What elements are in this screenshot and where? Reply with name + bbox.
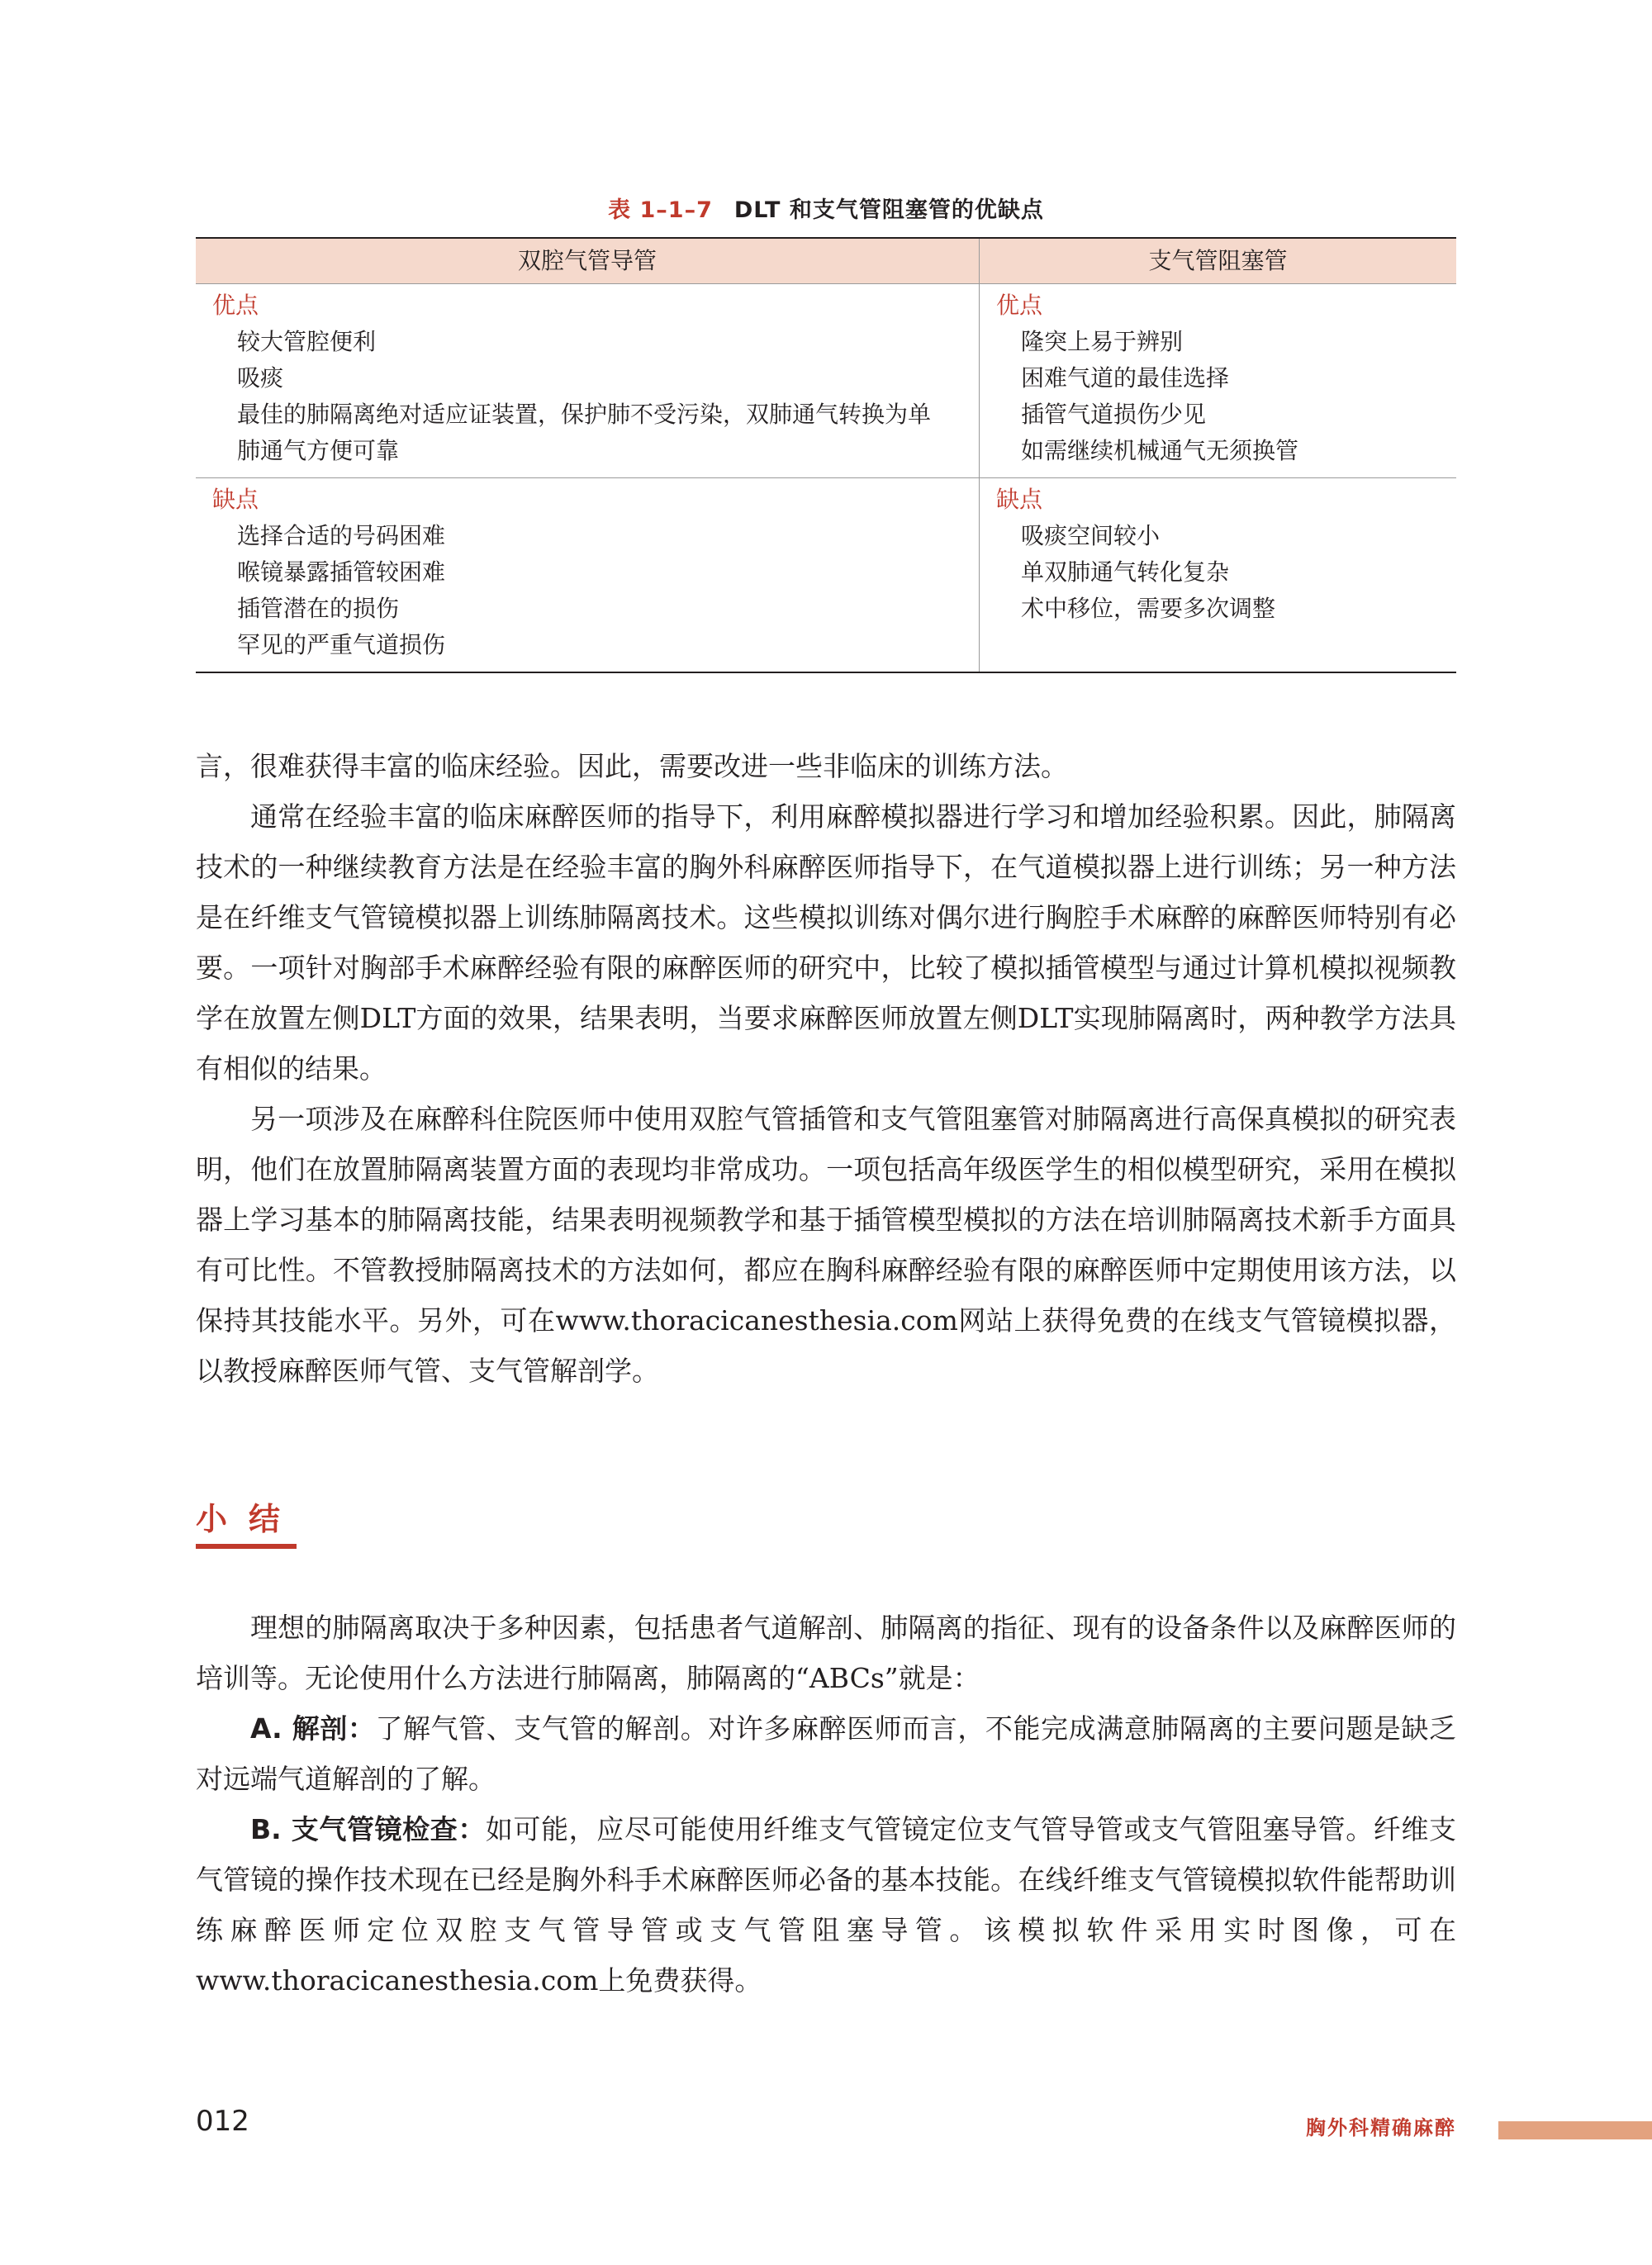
list-item: 如需继续机械通气无须换管 (1021, 437, 1299, 464)
table-cell-blocker-cons (980, 478, 1457, 673)
table-caption-title: DLT 和支气管阻塞管的优缺点 (733, 197, 1044, 223)
list-item: 最佳的肺隔离绝对适应证装置，保护肺不受污染，双肺通气转换为单 (237, 401, 932, 428)
list-item: 隆突上易于辨别 (1021, 328, 1184, 355)
pros-label: 优点 (996, 292, 1043, 319)
table-cell-blocker-pros (980, 284, 1457, 478)
footer-decorative-bar (1498, 2121, 1652, 2139)
table-header-row (196, 238, 1456, 284)
list-item: 困难气道的最佳选择 (1021, 364, 1230, 392)
pros-label: 优点 (212, 292, 259, 319)
cons-label: 缺点 (996, 486, 1043, 513)
summary-paragraphs (196, 1603, 1456, 2006)
paragraph-b (196, 1804, 1456, 2006)
table-row-cons (196, 478, 1456, 673)
cons-label: 缺点 (212, 486, 259, 513)
table-caption (196, 192, 1456, 224)
list-item: 插管潜在的损伤 (237, 595, 400, 622)
dlt-vs-blocker-table (196, 237, 1456, 673)
paragraph: 言，很难获得丰富的临床经验。因此，需要改进一些非临床的训练方法。 (196, 750, 1068, 782)
section-heading-summary: 小结 (196, 1501, 302, 1537)
list-item: 吸痰空间较小 (1021, 522, 1161, 549)
label-a: A. 解剖： (250, 1712, 376, 1745)
paragraph-a (196, 1703, 1456, 1804)
paragraph: 另一项涉及在麻醉科住院医师中使用双腔气管插管和支气管阻塞管对肺隔离进行高保真模拟的研究表明，他们在放置肺隔离装置方面的表现均非常成功。一项包括高年级医学生的相似模型研究，采用在模拟器上学习基本的肺隔离技能，结果表明视频教学和基于插管模型模拟的方法在培训肺隔离技术新手方面具有可比性。不管教授肺隔离技术的方法如何，都应在胸科麻醉经验有限的麻醉医师中定期使用该方法，以保持其技能水平。另外，可在www.thoracicanesthesia.com网站上获得免费的在线支气管镜模拟器，以教授麻醉医师气管、支气管解剖学。 (196, 1103, 1456, 1387)
list-item: 肺通气方便可靠 (237, 437, 400, 464)
section-heading-underline (196, 1544, 297, 1549)
paragraph: 理想的肺隔离取决于多种因素，包括患者气道解剖、肺隔离的指征、现有的设备条件以及麻醉医师的培训等。无论使用什么方法进行肺隔离，肺隔离的“ABCs”就是： (196, 1612, 1456, 1694)
table-cell-dlt-cons (196, 478, 980, 673)
running-footer-title: 胸外科精确麻醉 (1306, 2116, 1456, 2139)
table-header-blocker: 支气管阻塞管 (980, 238, 1457, 284)
label-b: B. 支气管镜检查： (250, 1813, 486, 1845)
text-b: 如可能，应尽可能使用纤维支气管镜定位支气管导管或支气管阻塞导管。纤维支气管镜的操作技术现在已经是胸外科手术麻醉医师必备的基本技能。在线纤维支气管镜模拟软件能帮助训练麻醉医师定位双腔支气管导管或支气管阻塞导管。该模拟软件采用实时图像，可在www.thoracicanesthesia.com上免费获得。 (196, 1813, 1456, 1997)
table-caption-number: 表 1–1–7 (608, 197, 713, 223)
page-number: 012 (196, 2105, 249, 2138)
list-item: 单双肺通气转化复杂 (1021, 558, 1230, 586)
paragraph: 通常在经验丰富的临床麻醉医师的指导下，利用麻醉模拟器进行学习和增加经验积累。因此，肺隔离技术的一种继续教育方法是在经验丰富的胸外科麻醉医师指导下，在气道模拟器上进行训练；另一种方法是在纤维支气管镜模拟器上训练肺隔离技术。这些模拟训练对偶尔进行胸腔手术麻醉的麻醉医师特别有必要。一项针对胸部手术麻醉经验有限的麻醉医师的研究中，比较了模拟插管模型与通过计算机模拟视频教学在放置左侧DLT方面的效果，结果表明，当要求麻醉医师放置左侧DLT实现肺隔离时，两种教学方法具有相似的结果。 (196, 800, 1456, 1085)
table-cell-dlt-pros (196, 284, 980, 478)
list-item: 喉镜暴露插管较困难 (237, 558, 446, 586)
list-item: 选择合适的号码困难 (237, 522, 446, 549)
list-item: 较大管腔便利 (237, 328, 377, 355)
table-header-dlt: 双腔气管导管 (196, 238, 980, 284)
list-item: 插管气道损伤少见 (1021, 401, 1207, 428)
table-row-pros (196, 284, 1456, 478)
list-item: 罕见的严重气道损伤 (237, 631, 446, 658)
list-item: 术中移位，需要多次调整 (1021, 595, 1276, 622)
list-item: 吸痰 (237, 364, 284, 392)
body-paragraphs (196, 741, 1456, 1396)
text-a: 了解气管、支气管的解剖。对许多麻醉医师而言，不能完成满意肺隔离的主要问题是缺乏对远端气道解剖的了解。 (196, 1712, 1456, 1795)
